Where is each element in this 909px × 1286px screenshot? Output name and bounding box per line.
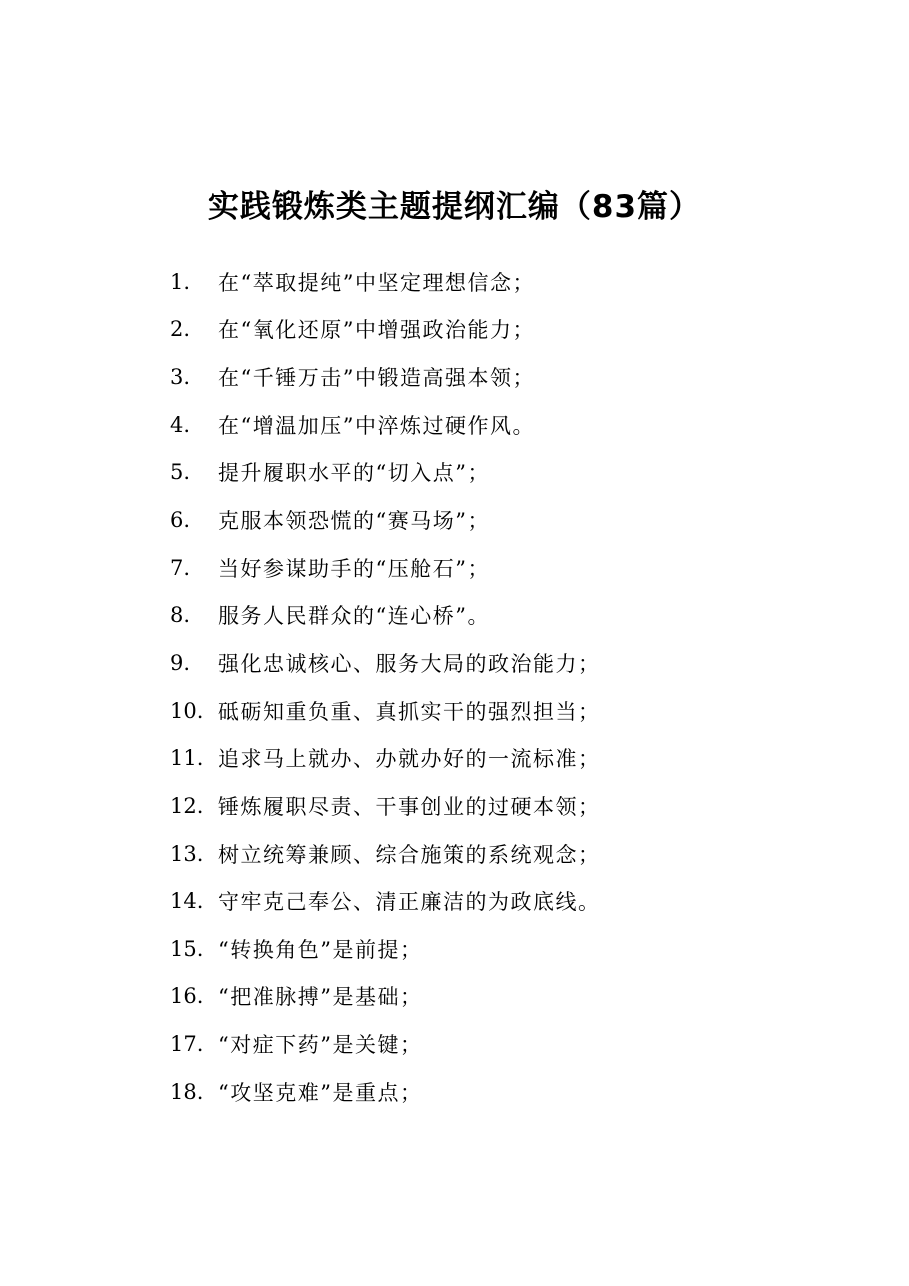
outline-item	[170, 591, 770, 639]
item-number: 16.	[170, 984, 204, 1009]
outline-item	[170, 877, 770, 925]
outline-item	[170, 353, 770, 401]
item-text: 强化忠诚核心、服务大局的政治能力；	[218, 651, 601, 676]
outline-item	[170, 496, 770, 544]
item-text: 在“氧化还原”中增强政治能力；	[218, 318, 535, 343]
item-number: 5.	[170, 460, 191, 485]
item-number: 1.	[170, 269, 191, 294]
outline-item	[170, 306, 770, 354]
item-text: 在“千锤万击”中锻造高强本领；	[218, 366, 535, 391]
item-number: 15.	[170, 936, 204, 961]
item-text: 在“萃取提纯”中坚定理想信念；	[218, 270, 535, 295]
outline-item	[170, 1068, 770, 1116]
outline-item	[170, 639, 770, 687]
item-number: 18.	[170, 1079, 204, 1104]
outline-list	[170, 258, 770, 1116]
outline-item	[170, 1020, 770, 1068]
item-number: 7.	[170, 555, 191, 580]
item-text: 砥砺知重负重、真抓实干的强烈担当；	[218, 699, 601, 724]
document-title: 实践锻炼类主题提纲汇编（83篇）	[207, 189, 702, 225]
item-number: 3.	[170, 365, 191, 390]
outline-item	[170, 687, 770, 735]
item-text: “攻坚克难”是重点；	[218, 1080, 423, 1105]
item-number: 11.	[170, 746, 204, 771]
item-text: 当好参谋助手的“压舱石”；	[218, 556, 490, 581]
outline-item	[170, 544, 770, 592]
item-text: “转换角色”是前提；	[218, 937, 423, 962]
outline-item	[170, 973, 770, 1021]
outline-item	[170, 925, 770, 973]
item-number: 8.	[170, 603, 191, 628]
item-text: 克服本领恐慌的“赛马场”；	[218, 509, 490, 534]
item-text: 在“增温加压”中淬炼过硬作风。	[218, 413, 535, 438]
item-number: 14.	[170, 889, 204, 914]
outline-item	[170, 401, 770, 449]
item-text: 树立统筹兼顾、综合施策的系统观念；	[218, 842, 601, 867]
item-number: 13.	[170, 841, 204, 866]
outline-item	[170, 782, 770, 830]
item-text: 追求马上就办、办就办好的一流标准；	[218, 747, 601, 772]
outline-item	[170, 734, 770, 782]
item-text: 提升履职水平的“切入点”；	[218, 461, 490, 486]
item-text: “把准脉搏”是基础；	[218, 985, 423, 1010]
item-number: 10.	[170, 698, 204, 723]
outline-item	[170, 830, 770, 878]
item-number: 12.	[170, 793, 204, 818]
item-number: 4.	[170, 412, 191, 437]
outline-item	[170, 258, 770, 306]
item-number: 2.	[170, 317, 191, 342]
item-text: 锤炼履职尽责、干事创业的过硬本领；	[218, 794, 601, 819]
item-text: 服务人民群众的“连心桥”。	[218, 604, 490, 629]
item-number: 9.	[170, 650, 191, 675]
item-number: 17.	[170, 1032, 204, 1057]
item-number: 6.	[170, 508, 191, 533]
outline-item	[170, 449, 770, 497]
item-text: “对症下药”是关键；	[218, 1033, 423, 1058]
item-text: 守牢克己奉公、清正廉洁的为政底线。	[218, 890, 601, 915]
